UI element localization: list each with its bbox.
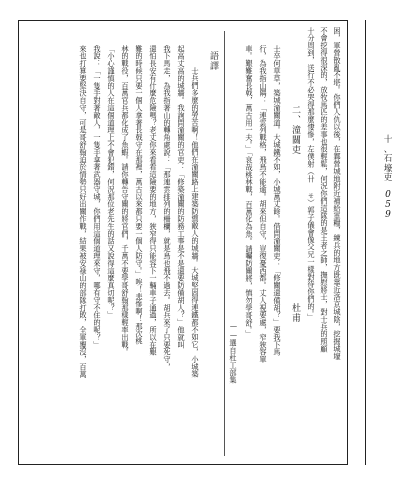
page-number-digit: 9 (385, 209, 391, 220)
running-head-glyph: 十 (383, 135, 393, 145)
running-head-glyph: 吏 (383, 173, 393, 184)
author-name: 杜甫 (290, 303, 300, 323)
commentary-line: 我下馬走，為我指著山的轉角處說：「那連雲排列的柵欄，就是鳥也飛不過去。胡兵來了只要死守， (163, 45, 172, 371)
top-text-column: 十分周到，送行不必哭得那麼悽慘，左僕射（卄 ㄝ）郭子儀會像父兄一樣對待你們的。」 (307, 27, 316, 322)
commentary-line: 來也打算要堅決自守，可是哥舒翰迫於情勢只好出關作戰，結果被安祿山的部隊打敗，全軍覆沒，百萬 (79, 45, 88, 378)
page-number-digit: 5 (385, 199, 391, 210)
poem-line: 士卒何草草，築城潼關道。大城鐵不如，小城萬丈餘。借問潼關吏：「修關還備胡？」要我下馬 (273, 45, 282, 356)
page-frame (18, 20, 348, 465)
commentary-line: 「小心謹慎的人在這個道理上不會犯錯，何況那位老先生的話又說得這麼真切呢？」 (107, 45, 116, 319)
poem-line: 車。艱難奮長戟，萬古用一夫。」「哀哉桃林戰，百萬化為魚。請囑防關將，慎勿學哥舒。」 (245, 45, 254, 338)
top-text-column: 不會挖得很深的，放牧馬匹的差事也很輕鬆，何況你們這隊的是王者之師，撫慰將士，對士兵的照顧 (320, 27, 329, 353)
commentary-line: 難的時候只要一個人拿著長戟守在那裡，萬古以來都只要一個人防守。」唉！悲慘啊！那次桃 (135, 45, 144, 345)
margin-rule (365, 20, 366, 465)
section-divider (224, 31, 225, 456)
running-head-glyph: 、 (383, 144, 393, 155)
commentary-line: 還怕長安有什麼危險嗎？老丈你來看看這險要的地方，狹窄得只能容下一輛車子通過，所以在艱 (149, 45, 158, 356)
running-head-glyph: 壕 (383, 163, 393, 174)
page-number-digit: 0 (385, 189, 391, 200)
running-head-glyph: 石 (383, 154, 393, 165)
commentary-line: 起高丈高的城牆。我詢問潼關的官吏：「修築潼關的防務工事是不是還要防備胡人？」他就叫 (177, 45, 186, 349)
section-title: 二、潼關吏 (290, 105, 300, 155)
poem-line: 行，為我指山隅：「連雲列戰格，飛鳥不能逾。胡來但自守，豈復憂西都。丈人視要處，窄狹容單 (259, 45, 268, 364)
commentary-heading: 語譯 (208, 51, 218, 71)
page-number (385, 190, 391, 220)
poem-source: ——選自杜工部集 (229, 321, 238, 384)
top-text-column: 困，軍營散亂不堪。你們人仇以後，在鄴營城地附近補給軍糧，練兵的地方既靠近洛京城陰，挖掘城壕 (333, 27, 342, 360)
commentary-line: 我說：「一隻手對著敵人，一隻手拿著武器守城，你們用這個道理來守，哪有守不住的呢？」 (93, 45, 102, 349)
running-head-text (384, 136, 393, 184)
commentary-line: 林的戰役，百萬官兵都化成了魚蝦。請你轉告守關的將官們，千萬不要學哥舒翰那樣輕率出戰。 (121, 45, 130, 356)
commentary-line: 士兵們多麼的勞苦啊！他們在潼關路上建築防禦敵人的城牆。大城堅固得連鐵都不如它，小城築 (191, 67, 200, 378)
running-head (378, 136, 398, 220)
